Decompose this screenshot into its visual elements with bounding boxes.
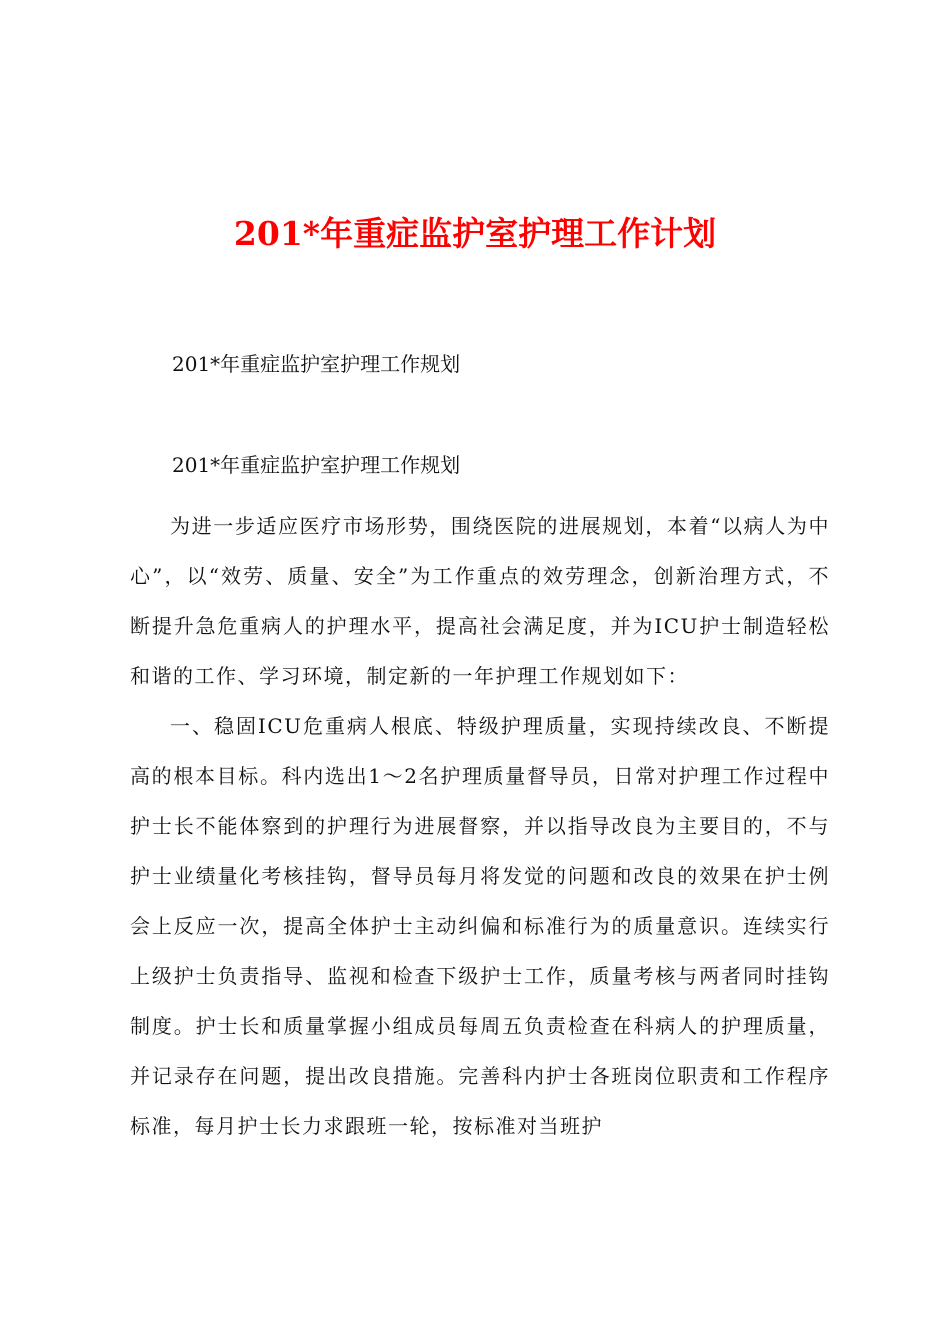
document-subtitle: 201*年重症监护室护理工作规划: [172, 453, 461, 477]
body-paragraph: 为进一步适应医疗市场形势，围绕医院的进展规划，本着“以病人为中心”，以“效劳、质量、安全”为工作重点的效劳理念，创新治理方式，不断提升急危重病人的护理水平，提高社会满足度，并为ICU护士制造轻松和谐的工作、学习环境，制定新的一年护理工作规划如下：: [130, 514, 830, 688]
document-title: 201*年重症监护室护理工作计划: [233, 214, 717, 253]
body-paragraph: 一、稳固ICU危重病人根底、特级护理质量，实现持续改良、不断提高的根本目标。科内选出1～2名护理质量督导员，日常对护理工作过程中护士长不能体察到的护理行为进展督察，并以指导改良为主要目的，不与护士业绩量化考核挂钩，督导员每月将发觉的问题和改良的效果在护士例会上反应一次，提高全体护士主动纠偏和标准行为的质量意识。连续实行上级护士负责指导、监视和检查下级护士工作，质量考核与两者同时挂钩制度。护士长和质量掌握小组成员每周五负责检查在科病人的护理质量，并记录存在问题，提出改良措施。完善科内护士各班岗位职责和工作程序标准，每月护士长力求跟班一轮，按标准对当班护: [130, 714, 830, 1138]
document-body: [130, 501, 830, 1151]
document-subtitle: 201*年重症监护室护理工作规划: [172, 352, 461, 376]
